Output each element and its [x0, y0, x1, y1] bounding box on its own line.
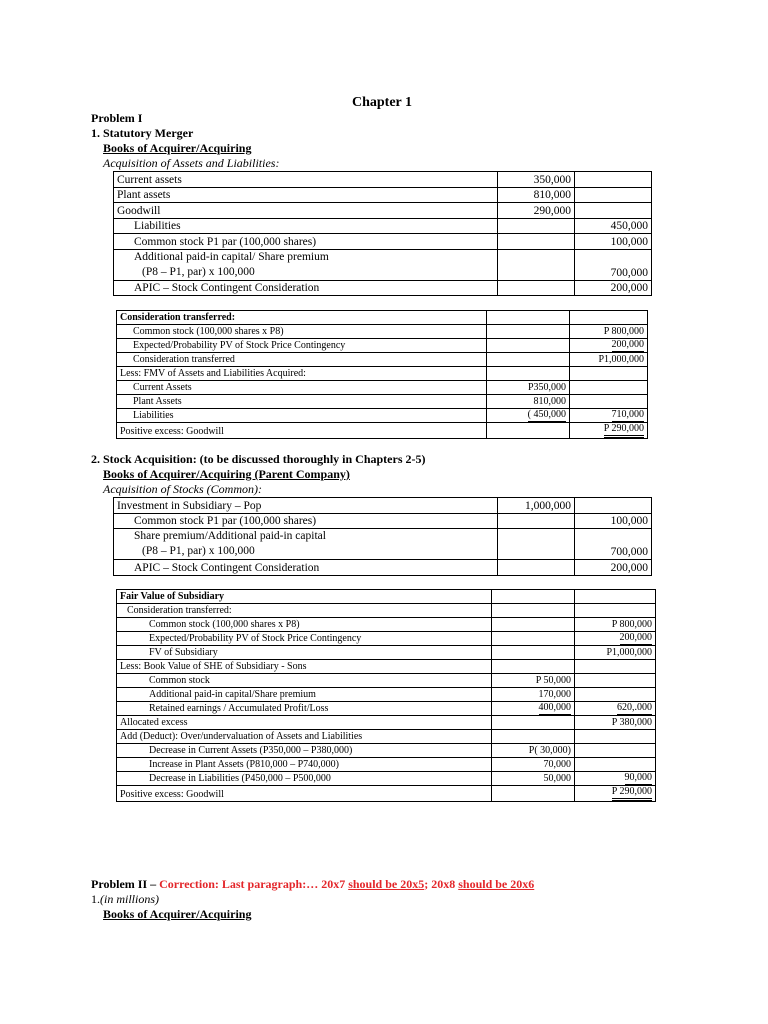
line-mid-amount: [492, 618, 575, 632]
computation-row: [117, 786, 656, 802]
item-number: 1.: [91, 892, 100, 906]
item-1-books: Books of Acquirer/Acquiring: [103, 141, 252, 155]
line-label: Positive excess: Goodwill: [117, 423, 487, 439]
journal-row: [114, 513, 652, 529]
item-1-title: 1. Statutory Merger: [91, 126, 194, 140]
account-label: Liabilities: [114, 218, 498, 234]
line-amount: P 380,000: [575, 716, 656, 730]
account-label: Additional paid-in capital/ Share premium: [134, 250, 329, 263]
problem-2-books: Books of Acquirer/Acquiring: [103, 907, 252, 921]
line-label: Positive excess: Goodwill: [117, 786, 492, 802]
line-label: Less: FMV of Assets and Liabilities Acquired:: [117, 367, 487, 381]
computation-row: [117, 353, 648, 367]
line-mid-amount: [492, 604, 575, 618]
credit-amount: 700,000: [575, 529, 652, 560]
computation-row: [117, 409, 648, 423]
journal-row: [114, 218, 652, 234]
correction-separator: ; 20x8: [424, 877, 459, 891]
debit-amount: [498, 529, 575, 560]
credit-amount: 200,000: [575, 560, 652, 576]
line-mid-amount: [492, 660, 575, 674]
correction-second: should be 20x6: [458, 877, 535, 891]
item-1-subheading: Acquisition of Assets and Liabilities:: [103, 156, 280, 170]
computation-row: [117, 660, 656, 674]
item-2-title: 2. Stock Acquisition: (to be discussed thoroughly in Chapters 2-5): [91, 452, 426, 466]
line-amount: P 290,000: [612, 786, 652, 801]
line-amount: [575, 758, 656, 772]
line-mid-amount: [492, 590, 575, 604]
line-label: Fair Value of Subsidiary: [117, 590, 492, 604]
journal-row: [114, 498, 652, 514]
line-amount: 200,000: [619, 632, 652, 643]
line-amount: 710,000: [611, 409, 644, 420]
line-label: Current Assets: [117, 381, 487, 395]
line-amount: 200,000: [611, 339, 644, 350]
problem-2-item-1: [91, 892, 159, 907]
line-amount: 620,.000: [617, 702, 652, 713]
journal-row: [114, 187, 652, 203]
line-mid-amount: [492, 786, 575, 802]
journal-row: [114, 172, 652, 188]
line-label: Common stock: [117, 674, 492, 688]
computation-row: [117, 604, 656, 618]
problem-2-line: [91, 877, 534, 892]
line-amount: [570, 367, 648, 381]
line-mid-amount: 170,000: [492, 688, 575, 702]
account-label: Plant assets: [114, 187, 498, 203]
account-label-multiline: [114, 249, 498, 280]
account-label: Common stock P1 par (100,000 shares): [114, 234, 498, 250]
line-label: Expected/Probability PV of Stock Price Contingency: [117, 339, 487, 353]
line-mid-amount: P350,000: [487, 381, 570, 395]
merger-goodwill-computation: [116, 310, 648, 439]
line-mid-amount: 50,000: [492, 772, 575, 786]
computation-row: [117, 744, 656, 758]
line-mid-amount: [492, 646, 575, 660]
line-mid-amount: P 50,000: [492, 674, 575, 688]
computation-row: [117, 339, 648, 353]
journal-row: [114, 249, 652, 280]
credit-amount: 200,000: [575, 280, 652, 296]
line-mid-amount: 810,000: [487, 395, 570, 409]
line-mid-amount: [487, 311, 570, 325]
computation-row: [117, 367, 648, 381]
line-mid-amount: [487, 423, 570, 439]
credit-amount: 450,000: [575, 218, 652, 234]
item-2-subheading: Acquisition of Stocks (Common):: [103, 482, 262, 496]
computation-row: [117, 423, 648, 439]
debit-amount: [498, 513, 575, 529]
computation-row: [117, 381, 648, 395]
debit-amount: [498, 560, 575, 576]
computation-row: [117, 325, 648, 339]
line-amount: [575, 730, 656, 744]
stock-acquisition-journal-entry: [113, 497, 652, 576]
line-mid-amount: ( 450,000: [527, 409, 566, 420]
debit-amount: 810,000: [498, 187, 575, 203]
line-label: Consideration transferred:: [117, 604, 492, 618]
debit-amount: 1,000,000: [498, 498, 575, 514]
computation-row: [117, 674, 656, 688]
account-label-multiline: [114, 529, 498, 560]
debit-amount: [498, 234, 575, 250]
credit-amount: [575, 203, 652, 219]
account-label: Investment in Subsidiary – Pop: [114, 498, 498, 514]
computation-row: [117, 395, 648, 409]
line-label: Expected/Probability PV of Stock Price Contingency: [117, 632, 492, 646]
line-mid-amount: [487, 367, 570, 381]
line-label: Additional paid-in capital/Share premium: [117, 688, 492, 702]
computation-row: [117, 646, 656, 660]
line-mid-amount: 70,000: [492, 758, 575, 772]
merger-journal-entry: [113, 171, 652, 296]
debit-amount: 350,000: [498, 172, 575, 188]
item-note: (in millions): [100, 892, 159, 906]
account-label: APIC – Stock Contingent Consideration: [114, 280, 498, 296]
line-amount: [575, 744, 656, 758]
account-label-detail: (P8 – P1, par) x 100,000: [142, 265, 255, 278]
line-mid-amount: [487, 339, 570, 353]
line-amount: P 290,000: [604, 423, 644, 438]
computation-row: [117, 758, 656, 772]
credit-amount: [575, 498, 652, 514]
line-amount: P 800,000: [575, 618, 656, 632]
line-label: Liabilities: [117, 409, 487, 423]
line-amount: P 800,000: [570, 325, 648, 339]
line-mid-amount: [487, 353, 570, 367]
line-amount: [570, 395, 648, 409]
line-mid-amount: [487, 325, 570, 339]
journal-row: [114, 280, 652, 296]
problem-2-heading: Problem II: [91, 877, 148, 891]
computation-row: [117, 772, 656, 786]
computation-row: [117, 688, 656, 702]
line-mid-amount: [492, 730, 575, 744]
line-label: Retained earnings / Accumulated Profit/Loss: [117, 702, 492, 716]
subsidiary-fair-value-computation: [116, 589, 656, 802]
computation-row: [117, 632, 656, 646]
problem-2-dash: –: [147, 877, 160, 891]
computation-row: [117, 590, 656, 604]
line-amount: [570, 381, 648, 395]
account-label: APIC – Stock Contingent Consideration: [114, 560, 498, 576]
line-amount: P1,000,000: [570, 353, 648, 367]
credit-amount: [575, 172, 652, 188]
chapter-title: Chapter 1: [352, 95, 413, 110]
journal-row: [114, 203, 652, 219]
line-amount: 90,000: [624, 772, 652, 783]
line-amount: [575, 674, 656, 688]
account-label-detail: (P8 – P1, par) x 100,000: [142, 545, 255, 557]
line-mid-amount: [492, 716, 575, 730]
account-label: Goodwill: [114, 203, 498, 219]
line-label: FV of Subsidiary: [117, 646, 492, 660]
line-amount: [575, 604, 656, 618]
item-2-books: Books of Acquirer/Acquiring (Parent Company): [103, 467, 350, 481]
journal-row: [114, 529, 652, 560]
line-amount: [575, 688, 656, 702]
line-mid-amount: 400,000: [538, 702, 571, 713]
credit-amount: 700,000: [575, 249, 652, 280]
computation-row: [117, 618, 656, 632]
line-amount: [570, 311, 648, 325]
line-label: Less: Book Value of SHE of Subsidiary - Sons: [117, 660, 492, 674]
computation-row: [117, 702, 656, 716]
line-label: Common stock (100,000 shares x P8): [117, 618, 492, 632]
credit-amount: 100,000: [575, 234, 652, 250]
line-mid-amount: P( 30,000): [492, 744, 575, 758]
line-amount: [575, 590, 656, 604]
line-mid-amount: [492, 632, 575, 646]
problem-1-heading: Problem I: [91, 111, 143, 125]
line-amount: P1,000,000: [575, 646, 656, 660]
line-amount: [575, 660, 656, 674]
account-label: Share premium/Additional paid-in capital: [134, 530, 326, 542]
account-label: Current assets: [114, 172, 498, 188]
line-label: Plant Assets: [117, 395, 487, 409]
line-label: Increase in Plant Assets (P810,000 – P740,000): [117, 758, 492, 772]
computation-row: [117, 311, 648, 325]
correction-text: Correction: Last paragraph:… 20x7: [159, 877, 349, 891]
debit-amount: [498, 249, 575, 280]
debit-amount: [498, 280, 575, 296]
journal-row: [114, 560, 652, 576]
correction-first: should be 20x5: [348, 877, 425, 891]
line-label: Consideration transferred:: [117, 311, 487, 325]
computation-row: [117, 716, 656, 730]
account-label: Common stock P1 par (100,000 shares): [114, 513, 498, 529]
debit-amount: [498, 218, 575, 234]
credit-amount: [575, 187, 652, 203]
line-label: Decrease in Current Assets (P350,000 – P380,000): [117, 744, 492, 758]
line-label: Decrease in Liabilities (P450,000 – P500,000: [117, 772, 492, 786]
line-label: Allocated excess: [117, 716, 492, 730]
journal-row: [114, 234, 652, 250]
line-label: Add (Deduct): Over/undervaluation of Assets and Liabilities: [117, 730, 492, 744]
credit-amount: 100,000: [575, 513, 652, 529]
line-label: Common stock (100,000 shares x P8): [117, 325, 487, 339]
computation-row: [117, 730, 656, 744]
debit-amount: 290,000: [498, 203, 575, 219]
line-label: Consideration transferred: [117, 353, 487, 367]
